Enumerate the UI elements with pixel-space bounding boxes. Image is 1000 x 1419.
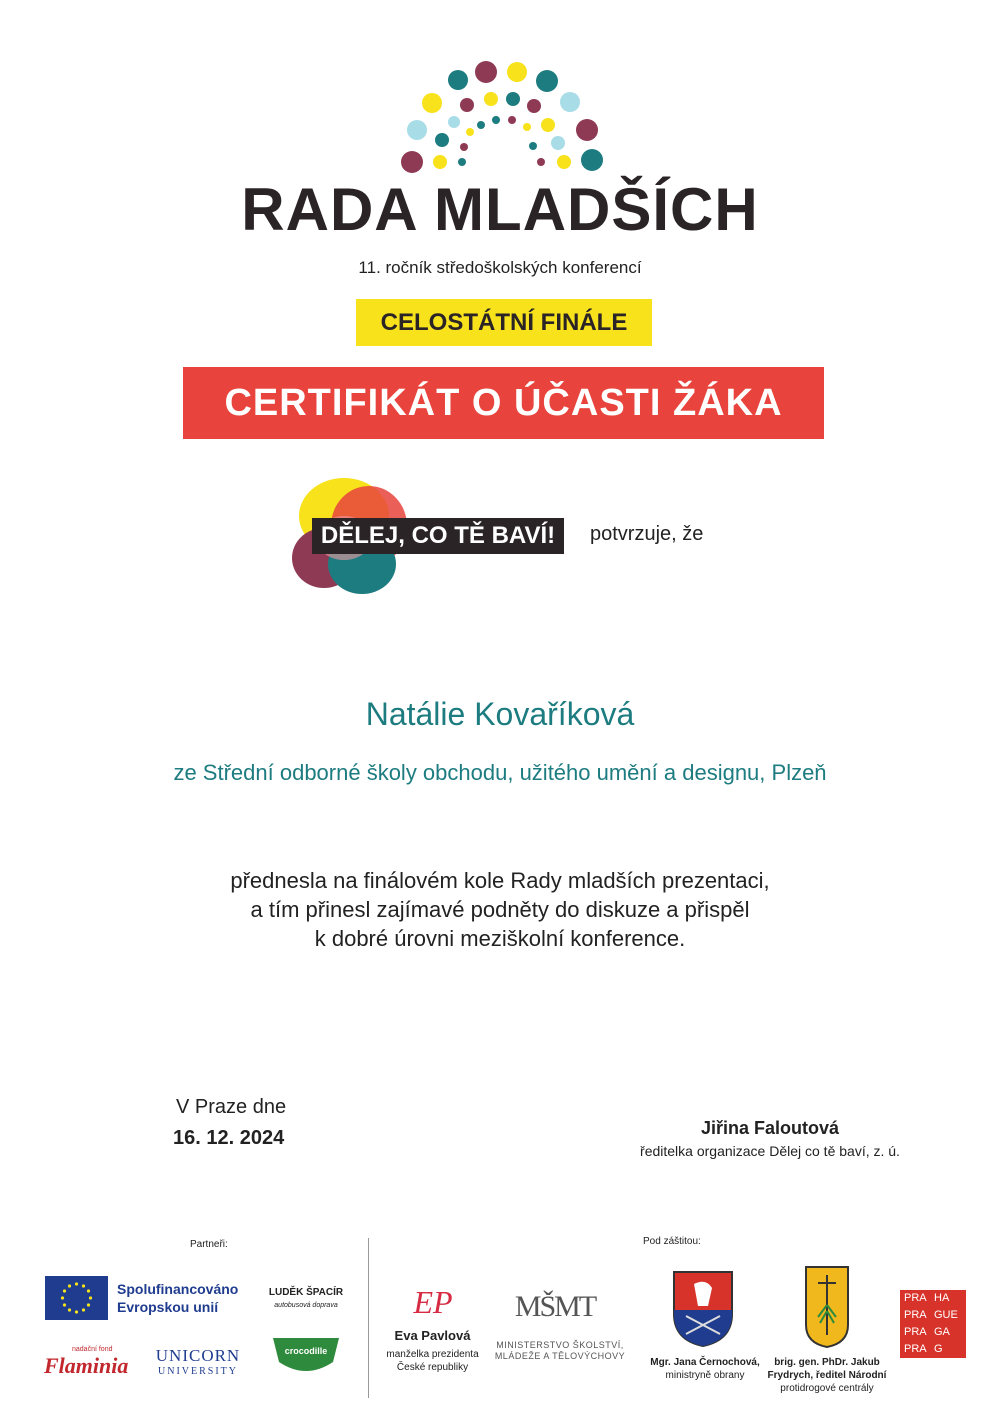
partners-heading: Partneři: [190, 1239, 228, 1250]
eva-pavlova-monogram: EP [413, 1284, 453, 1320]
ep-role-1: manželka prezidenta [386, 1349, 479, 1360]
spacir-name: LUDĚK ŠPACÍR [268, 1287, 344, 1298]
body-line-1: přednesla na finálovém kole Rady mladších prezentaci, [230, 868, 770, 893]
flaminia-top: nadační fond [72, 1346, 113, 1353]
spacir-logo [263, 1287, 349, 1312]
defense-line-2: ministryně obrany [665, 1370, 745, 1381]
crocodille-logo [271, 1336, 341, 1376]
spacir-sub: autobusová doprava [274, 1302, 338, 1309]
army-crest-icon [672, 1270, 734, 1348]
flaminia-name: Flaminia [44, 1353, 129, 1378]
croco-name: crocodille [284, 1346, 328, 1356]
patronage-heading: Pod záštitou: [643, 1236, 701, 1247]
praha-cell: PRA [904, 1343, 927, 1355]
praha-cell: G [934, 1343, 943, 1355]
eu-cofunded-text [117, 1280, 238, 1316]
certificate-banner: CERTIFIKÁT O ÚČASTI ŽÁKA [183, 367, 824, 439]
signer-role: ředitelka organizace Dělej co tě baví, z. ú. [640, 1143, 900, 1159]
signer-name: Jiřina Faloutová [700, 1118, 840, 1138]
defense-line-1: Mgr. Jana Černochová, [650, 1357, 760, 1368]
eu-line-2: Evropskou unií [117, 1299, 219, 1315]
finale-badge: CELOSTÁTNÍ FINÁLE [356, 299, 652, 346]
praha-cell: GUE [934, 1309, 958, 1321]
main-title: RADA MLADŠÍCH [241, 176, 759, 243]
praha-cell: PRA [904, 1309, 927, 1321]
eu-line-1: Spolufinancováno [117, 1281, 239, 1297]
unicorn-name: UNICORN [155, 1346, 241, 1365]
drug-line-3: protidrogové centrály [780, 1383, 874, 1394]
eva-pavlova-role [370, 1348, 495, 1374]
msmt-line-2: MLÁDEŽE A TĚLOVÝCHOVY [494, 1351, 626, 1361]
msmt-text [480, 1340, 640, 1362]
drug-center-crest-icon [804, 1265, 850, 1349]
msmt-line-1: MINISTERSTVO ŠKOLSTVÍ, [496, 1340, 624, 1350]
subtitle: 11. ročník středoškolských konferencí [358, 258, 642, 277]
praha-logo [900, 1290, 966, 1358]
msmt-logo: MŠMT [514, 1290, 596, 1323]
confirms-text: potvrzuje, že [590, 523, 704, 545]
praha-cell: PRA [904, 1326, 927, 1338]
praha-cell: HA [934, 1292, 950, 1304]
ep-role-2: České republiky [396, 1362, 469, 1373]
recipient-school: ze Střední odborné školy obchodu, užitého umění a designu, Plzeň [173, 760, 827, 785]
flaminia-logo [44, 1346, 136, 1379]
recipient-name: Natálie Kovaříková [365, 696, 635, 732]
body-line-3: k dobré úrovni meziškolní konference. [314, 926, 686, 951]
praha-cell: PRA [904, 1292, 927, 1304]
body-line-2: a tím přinesl zajímavé podněty do diskuze a přispěl [250, 897, 750, 922]
slogan-badge: DĚLEJ, CO TĚ BAVÍ! [312, 518, 564, 554]
unicorn-logo [152, 1346, 244, 1377]
footer-divider [368, 1238, 369, 1398]
certificate-body [0, 866, 1000, 953]
drug-center-text [762, 1356, 892, 1395]
place-label: V Praze dne [176, 1096, 287, 1118]
drug-line-1: brig. gen. PhDr. Jakub [774, 1357, 880, 1368]
rada-mladsich-dots-logo [370, 50, 630, 190]
defense-minister-text [640, 1356, 770, 1382]
unicorn-sub: UNIVERSITY [158, 1366, 238, 1377]
eu-flag-icon [45, 1276, 108, 1320]
praha-cell: GA [934, 1326, 950, 1338]
drug-line-2: Frydrych, ředitel Národní [767, 1370, 887, 1381]
issue-date: 16. 12. 2024 [173, 1127, 285, 1149]
eva-pavlova-name: Eva Pavlová [394, 1328, 471, 1343]
